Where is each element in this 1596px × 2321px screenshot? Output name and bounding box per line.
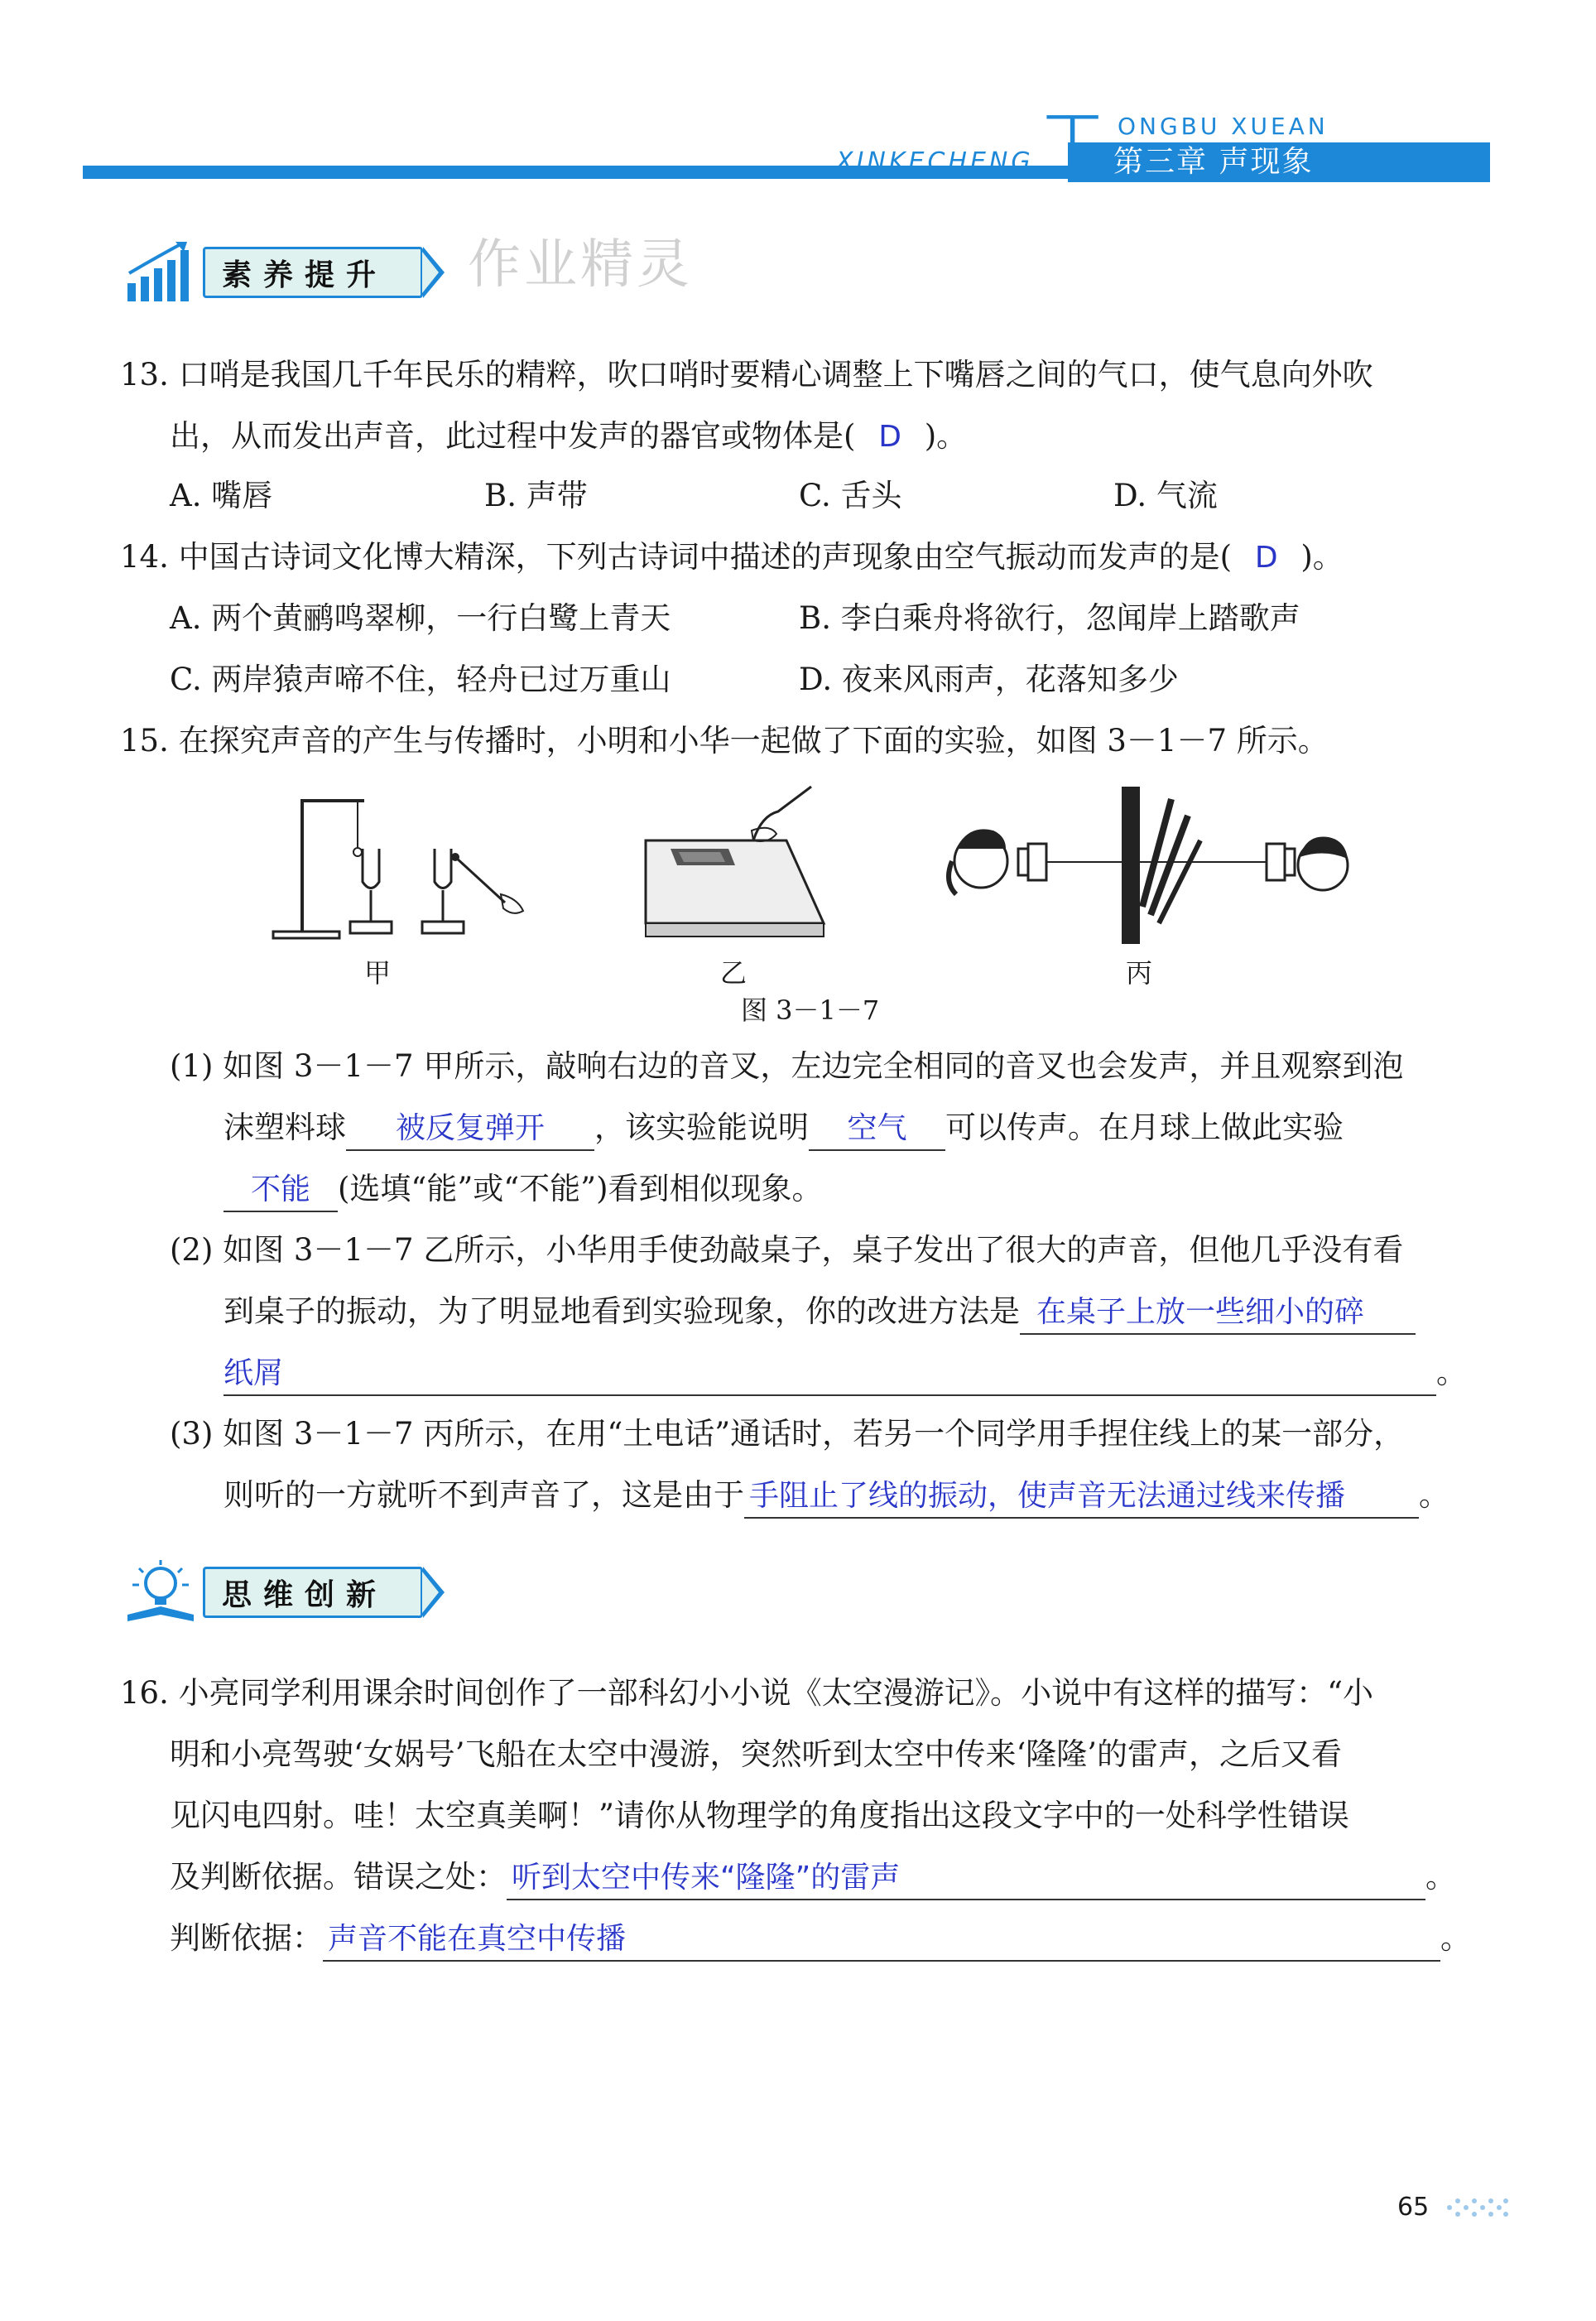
q15-p1-line2 (224, 1107, 1344, 1151)
q13-line1: 13. 口哨是我国几千年民乐的精粹，吹口哨时要精心调整上下嘴唇之间的气口，使气息向外吹 (120, 357, 1373, 392)
q15-p1-blank-2 (809, 1107, 945, 1151)
section-banner-thinking (203, 1567, 445, 1618)
q13-line2 (170, 416, 967, 458)
q15-p3-end: 。 (1419, 1477, 1449, 1513)
figure-caption: 图 3－1－7 (741, 994, 880, 1026)
q16-end-1: 。 (1425, 1859, 1456, 1895)
q15-p2-line2 (224, 1291, 1416, 1335)
banner-arrow-2 (423, 1567, 445, 1618)
banner-arrow (423, 247, 445, 298)
q15-p1-blank-1 (346, 1107, 594, 1151)
q16-blank-1 (507, 1856, 1425, 1900)
header-pinyin-top: ONGBU XUEAN (1118, 113, 1329, 140)
q15-p2-line1: (2) 如图 3－1－7 乙所示，小华用手使劲敲桌子，桌子发出了很大的声音，但他几乎没有看 (170, 1232, 1404, 1268)
growth-chart-icon (124, 240, 199, 305)
q13-line2-end: )。 (924, 418, 968, 454)
q14-line1-text: 14. 中国古诗词文化博大精深，下列古诗词中描述的声现象由空气振动而发声的是( (120, 539, 1233, 575)
page-number: 65 (1397, 2193, 1430, 2222)
q15-stem: 15. 在探究声音的产生与传播时，小明和小华一起做了下面的实验，如图 3－1－7 所示。 (120, 723, 1329, 758)
figure-tuning-forks (265, 782, 546, 948)
q15-p3-text-a: 则听的一方就听不到声音了，这是由于 (224, 1477, 744, 1513)
q13-option-c: C. 舌头 (799, 478, 902, 513)
q13-option-a: A. 嘴唇 (170, 478, 273, 513)
q16-answer-2: 声音不能在真空中传播 (328, 1922, 627, 1956)
q16-line4 (170, 1856, 1456, 1900)
q15-p1-blank-3 (224, 1168, 338, 1212)
figure-string-telephone (935, 782, 1366, 948)
q14-option-d: D. 夜来风雨声，花落知多少 (799, 662, 1179, 697)
header-pinyin-bottom: XINKECHENG (836, 147, 1034, 176)
q16-end-2: 。 (1440, 1920, 1471, 1956)
q16-line3: 见闪电四射。哇！太空真美啊！”请你从物理学的角度指出这段文字中的一处科学性错误 (170, 1798, 1349, 1833)
q15-p2-end: 。 (1436, 1355, 1467, 1390)
section-title: 素养提升 (203, 247, 423, 298)
q15-p2-answer-b: 纸屑 (224, 1356, 284, 1390)
q15-p3-line2 (224, 1475, 1449, 1519)
q14-line1 (120, 537, 1344, 579)
q14-answer: D (1254, 541, 1278, 575)
q13-option-d: D. 气流 (1113, 478, 1218, 513)
q15-p1-text-c: 可以传声。在月球上做此实验 (945, 1110, 1344, 1145)
q14-line1-end: )。 (1300, 539, 1344, 575)
q16-line2: 明和小亮驾驶‘女娲号’飞船在太空中漫游，突然听到太空中传来‘隆隆’的雷声，之后又看 (170, 1736, 1343, 1772)
header-letter-t: T (1045, 97, 1101, 203)
fig-label-jia: 甲 (364, 957, 392, 989)
q15-p1-answer-1: 被反复弹开 (395, 1111, 545, 1145)
q16-answer-1: 听到太空中传来“隆隆”的雷声 (512, 1861, 901, 1895)
q13-option-b: B. 声带 (484, 478, 588, 513)
lightbulb-book-icon (123, 1557, 199, 1623)
q15-p1-line3 (224, 1168, 823, 1212)
q15-p3-blank (744, 1475, 1419, 1519)
q15-p1-line1: (1) 如图 3－1－7 甲所示，敲响右边的音叉，左边完全相同的音叉也会发声，并且观察到泡 (170, 1048, 1404, 1084)
q15-p1-text-b: ，该实验能说明 (594, 1110, 809, 1145)
figure-table (637, 782, 836, 948)
q15-p1-text-d: (选填“能”或“不能”)看到相似现象。 (338, 1171, 823, 1206)
q15-p2-answer-a: 在桌子上放一些细小的碎 (1036, 1295, 1365, 1329)
q15-p2-line3 (224, 1352, 1467, 1396)
q13-line2-text: 出，从而发出声音，此过程中发声的器官或物体是( (170, 418, 856, 454)
section-banner-literacy (203, 247, 445, 298)
dot-pattern-icon (1445, 2194, 1511, 2221)
fig-label-yi: 乙 (720, 957, 748, 989)
q16-line4-text: 及判断依据。错误之处： (170, 1859, 507, 1895)
header-chapter-title: 第三章 声现象 (1113, 145, 1314, 179)
q14-option-c: C. 两岸猿声啼不住，轻舟已过万重山 (170, 662, 671, 697)
q16-line1: 16. 小亮同学利用课余时间创作了一部科幻小小说《太空漫游记》。小说中有这样的描写：“小 (120, 1675, 1374, 1711)
q14-option-b: B. 李白乘舟将欲行，忽闻岸上踏歌声 (799, 600, 1300, 636)
watermark: 作业精灵 (468, 234, 693, 296)
q16-line5-text: 判断依据： (170, 1920, 323, 1956)
q15-p2-blank-2 (224, 1352, 1436, 1396)
q15-p2-text-a: 到桌子的振动，为了明显地看到实验现象，你的改进方法是 (224, 1293, 1020, 1329)
q14-option-a: A. 两个黄鹂鸣翠柳，一行白鹭上青天 (170, 600, 671, 636)
q15-p3-answer: 手阻止了线的振动，使声音无法通过线来传播 (749, 1479, 1346, 1513)
q15-p1-text-a: 沫塑料球 (224, 1110, 346, 1145)
section-title-2: 思维创新 (203, 1567, 423, 1618)
fig-label-bing: 丙 (1126, 957, 1153, 989)
q16-blank-2 (323, 1918, 1440, 1962)
q13-answer: D (878, 420, 901, 454)
q15-p1-answer-3: 不能 (250, 1173, 310, 1206)
q15-p2-blank-1 (1020, 1291, 1416, 1335)
q16-line5 (170, 1918, 1471, 1962)
q15-p3-line1: (3) 如图 3－1－7 丙所示，在用“土电话”通话时，若另一个同学用手捏住线上的某一部分， (170, 1416, 1405, 1452)
q15-p1-answer-2: 空气 (847, 1111, 907, 1145)
